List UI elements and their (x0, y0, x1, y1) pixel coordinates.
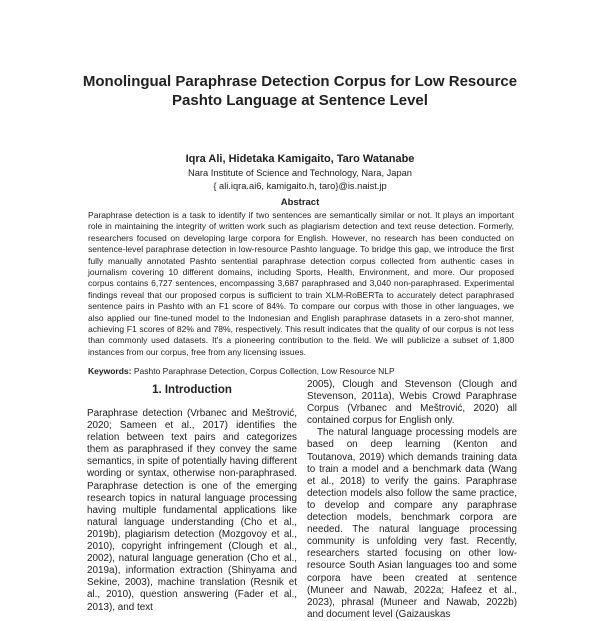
right-column (307, 379, 517, 621)
paper-title: Monolingual Paraphrase Detection Corpus for Low Resource Pashto Language at Sentence Level (82, 73, 518, 109)
right-column-paragraph: 2005), Clough and Stevenson (Clough and Stevenson, 2011a), Webis Crowd Paraphrase Corpus (Vrbanec and Meštrović, 2020) all contained corpus for English only. (307, 379, 517, 427)
emails: { ali.iqra.ai6, kamigaito.h, taro}@is.naist.jp (213, 181, 387, 191)
affiliation: Nara Institute of Science and Technology, Nara, Japan (188, 168, 412, 178)
keywords (88, 366, 514, 376)
keywords-text: Pashto Paraphrase Detection, Corpus Collection, Low Resource NLP (131, 366, 395, 376)
abstract-text: Paraphrase detection is a task to identify if two sentences are semantically similar or not. It plays an important role in maintaining the integrity of written work such as plagiarism detection and text reuse detection. Formerly, researchers focused on developing large corpora for English. However, no research has been conducted on sentence-level paraphrase detection in low-resource Pashto language. To bridge this gap, we introduce the first fully manually annotated Pashto sentential paraphrase detection corpus collected from authentic cases in journalism covering 10 different domains, including Sports, Health, Environment, and more. Our proposed corpus contains 6,727 sentences, encompassing 3,687 paraphrased and 3,040 non-paraphrased. Experimental findings reveal that our proposed corpus is sufficient to train XLM-RoBERTa to accurately detect paraphrased sentence pairs in Pashto with an F1 score of 84%. To compare our corpus with those in other languages, we also applied our fine-tuned model to the Indonesian and English paraphrase datasets in a zero-shot manner, achieving F1 scores of 82% and 78%, respectively. This result indicates that the quality of our corpus is not less than commonly used datasets. It's a pioneering contribution to the field. We will publicize a subset of 1,800 instances from our corpus, free from any licensing issues. (88, 210, 514, 357)
section-heading: 1. Introduction (152, 384, 232, 396)
left-column-text: Paraphrase detection (Vrbanec and Meštrović, 2020; Sameen et al., 2017) identifies the relation between text pairs and categorizes them as paraphrased if they convey the same semantics, in spite of potentially having different wording or syntax, otherwise non-paraphrased. Paraphrase detection is one of the emerging research topics in natural language processing having multiple fundamental applications like natural language understanding (Cho et al., 2019b), plagiarism detection (Mozgovoy et al., 2010), copyright infringement (Clough et al., 2002), natural language generation (Cho et al., 2019a), information extraction (Shinyama and Sekine, 2003), machine translation (Resnik et al., 2010), question answering (Fader et al., 2013), and text (87, 408, 297, 613)
abstract-heading: Abstract (280, 197, 320, 208)
right-column-paragraph: The natural language processing models are based on deep learning (Kenton and Toutanova, 2019) which demands training data to train a model and a benchmark data (Wang et al., 2018) to verify the gains. Paraphrase detection models also follow the same practice, to develop and compare any paraphrase detection models, benchmark corpora are needed. The natural language processing community is unfolding very fast. Recently, researchers started focusing on other low-resource South Asian languages too and some corpora have been created at sentence (Muneer and Nawab, 2022a; Hafeez et al., 2023), phrasal (Muneer and Nawab, 2022b) and document level (Gaizauskas (307, 427, 517, 620)
keywords-label: Keywords: (88, 366, 132, 376)
authors: Iqra Ali, Hidetaka Kamigaito, Taro Watanabe (185, 153, 415, 165)
